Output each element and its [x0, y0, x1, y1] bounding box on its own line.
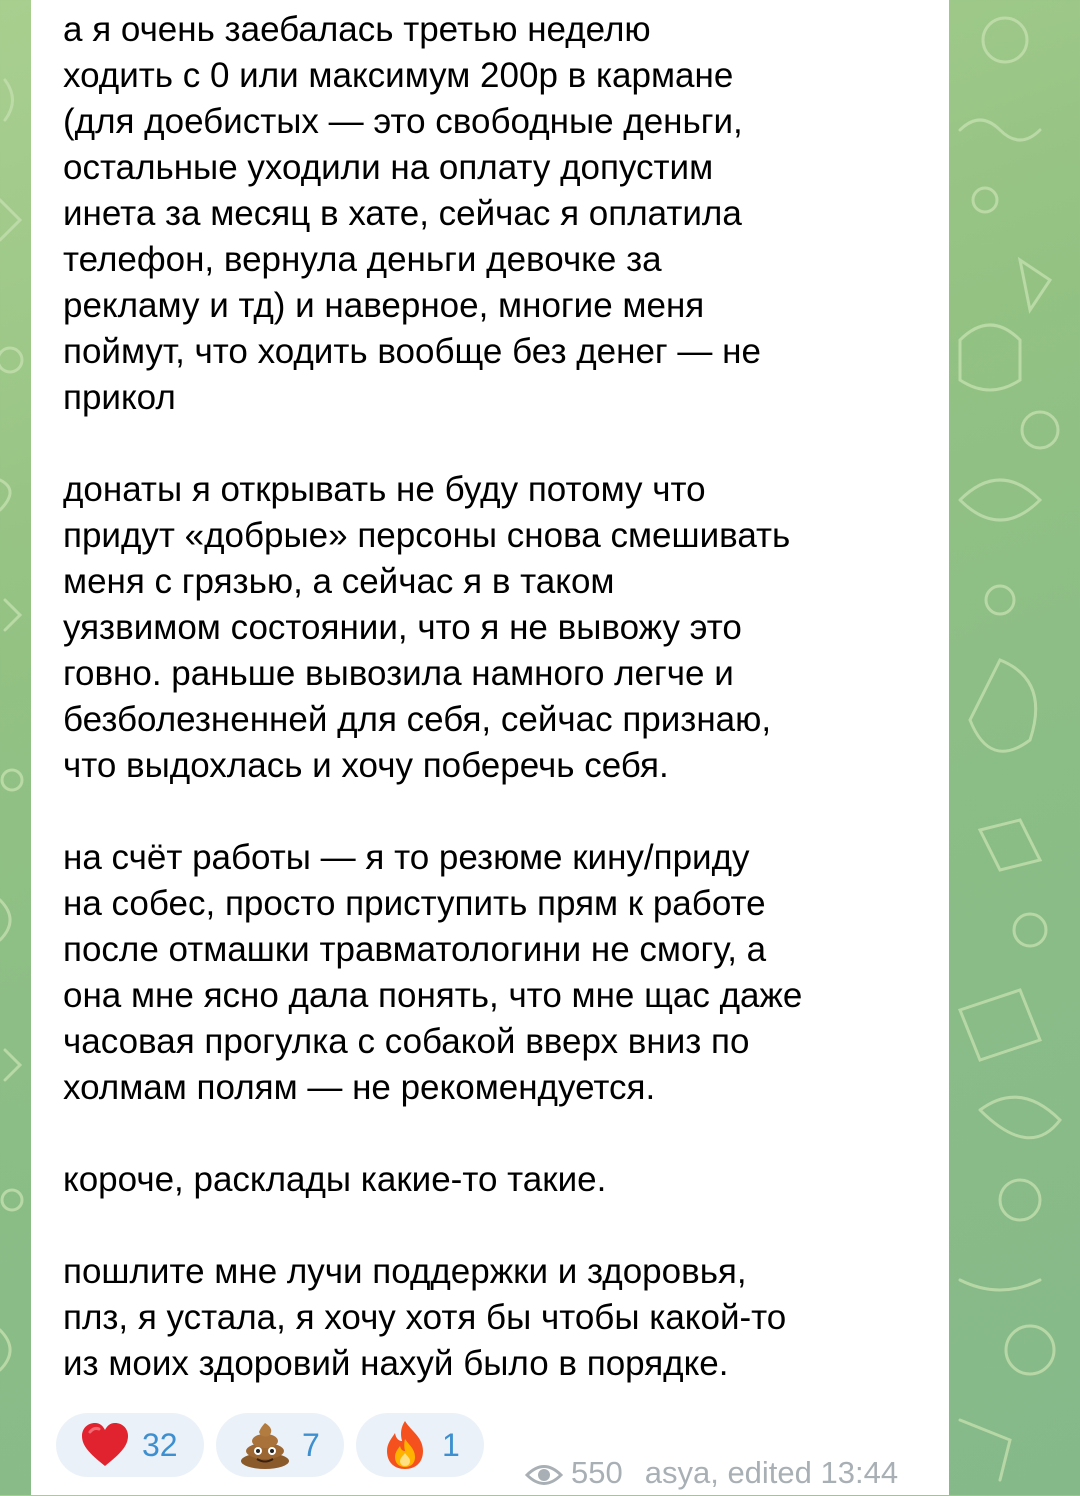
author-edited-time: asya, edited 13:44 [644, 1455, 899, 1490]
message-paragraph: донаты я открывать не буду потому что придут «добрые» персоны снова смешивать меня с грязью, а сейчас я в таком уязвимом состоянии, что я не вывожу это говно. раньше вывозила намного легче и безболезненней для себя, сейчас признаю, что выдохлась и хочу поберечь себя. [63, 470, 791, 785]
reaction-poo-button[interactable] [216, 1413, 344, 1477]
reaction-heart-button[interactable] [56, 1413, 204, 1477]
message-paragraph: пошлите мне лучи поддержки и здоровья, плз, я устала, я хочу хотя бы чтобы какой-то из моих здоровий нахуй было в порядке. [63, 1252, 787, 1383]
view-count: 550 [571, 1455, 623, 1490]
message-meta [525, 1455, 898, 1491]
message-text [63, 7, 923, 1387]
message-paragraph: а я очень заебалась третью неделю ходить с 0 или максимум 200р в кармане (для доебистых — это свободные деньги, остальные уходили на оплату допустим инета за месяц в хате, сейчас я оплатила телефон, вернула деньги девочке за рекламу и тд) и наверное, многие меня поймут, что ходить вообще без денег — не прикол [63, 10, 761, 417]
reaction-count: 7 [302, 1426, 320, 1463]
heart-icon [78, 1418, 132, 1472]
poo-icon [238, 1418, 292, 1472]
reactions-bar [56, 1413, 484, 1477]
message-paragraph: короче, расклады какие-то такие. [63, 1160, 607, 1199]
fire-icon [378, 1418, 432, 1472]
reaction-count: 32 [142, 1426, 178, 1463]
eye-icon [525, 1460, 563, 1486]
reaction-count: 1 [442, 1426, 460, 1463]
reaction-fire-button[interactable] [356, 1413, 484, 1477]
message-paragraph: на счёт работы — я то резюме кину/приду на собес, просто приступить прям к работе после отмашки травматологини не смогу, а она мне ясно дала понять, что мне щас даже часовая прогулка с собакой вверх вниз по холмам полям — не рекомендуется. [63, 838, 803, 1107]
